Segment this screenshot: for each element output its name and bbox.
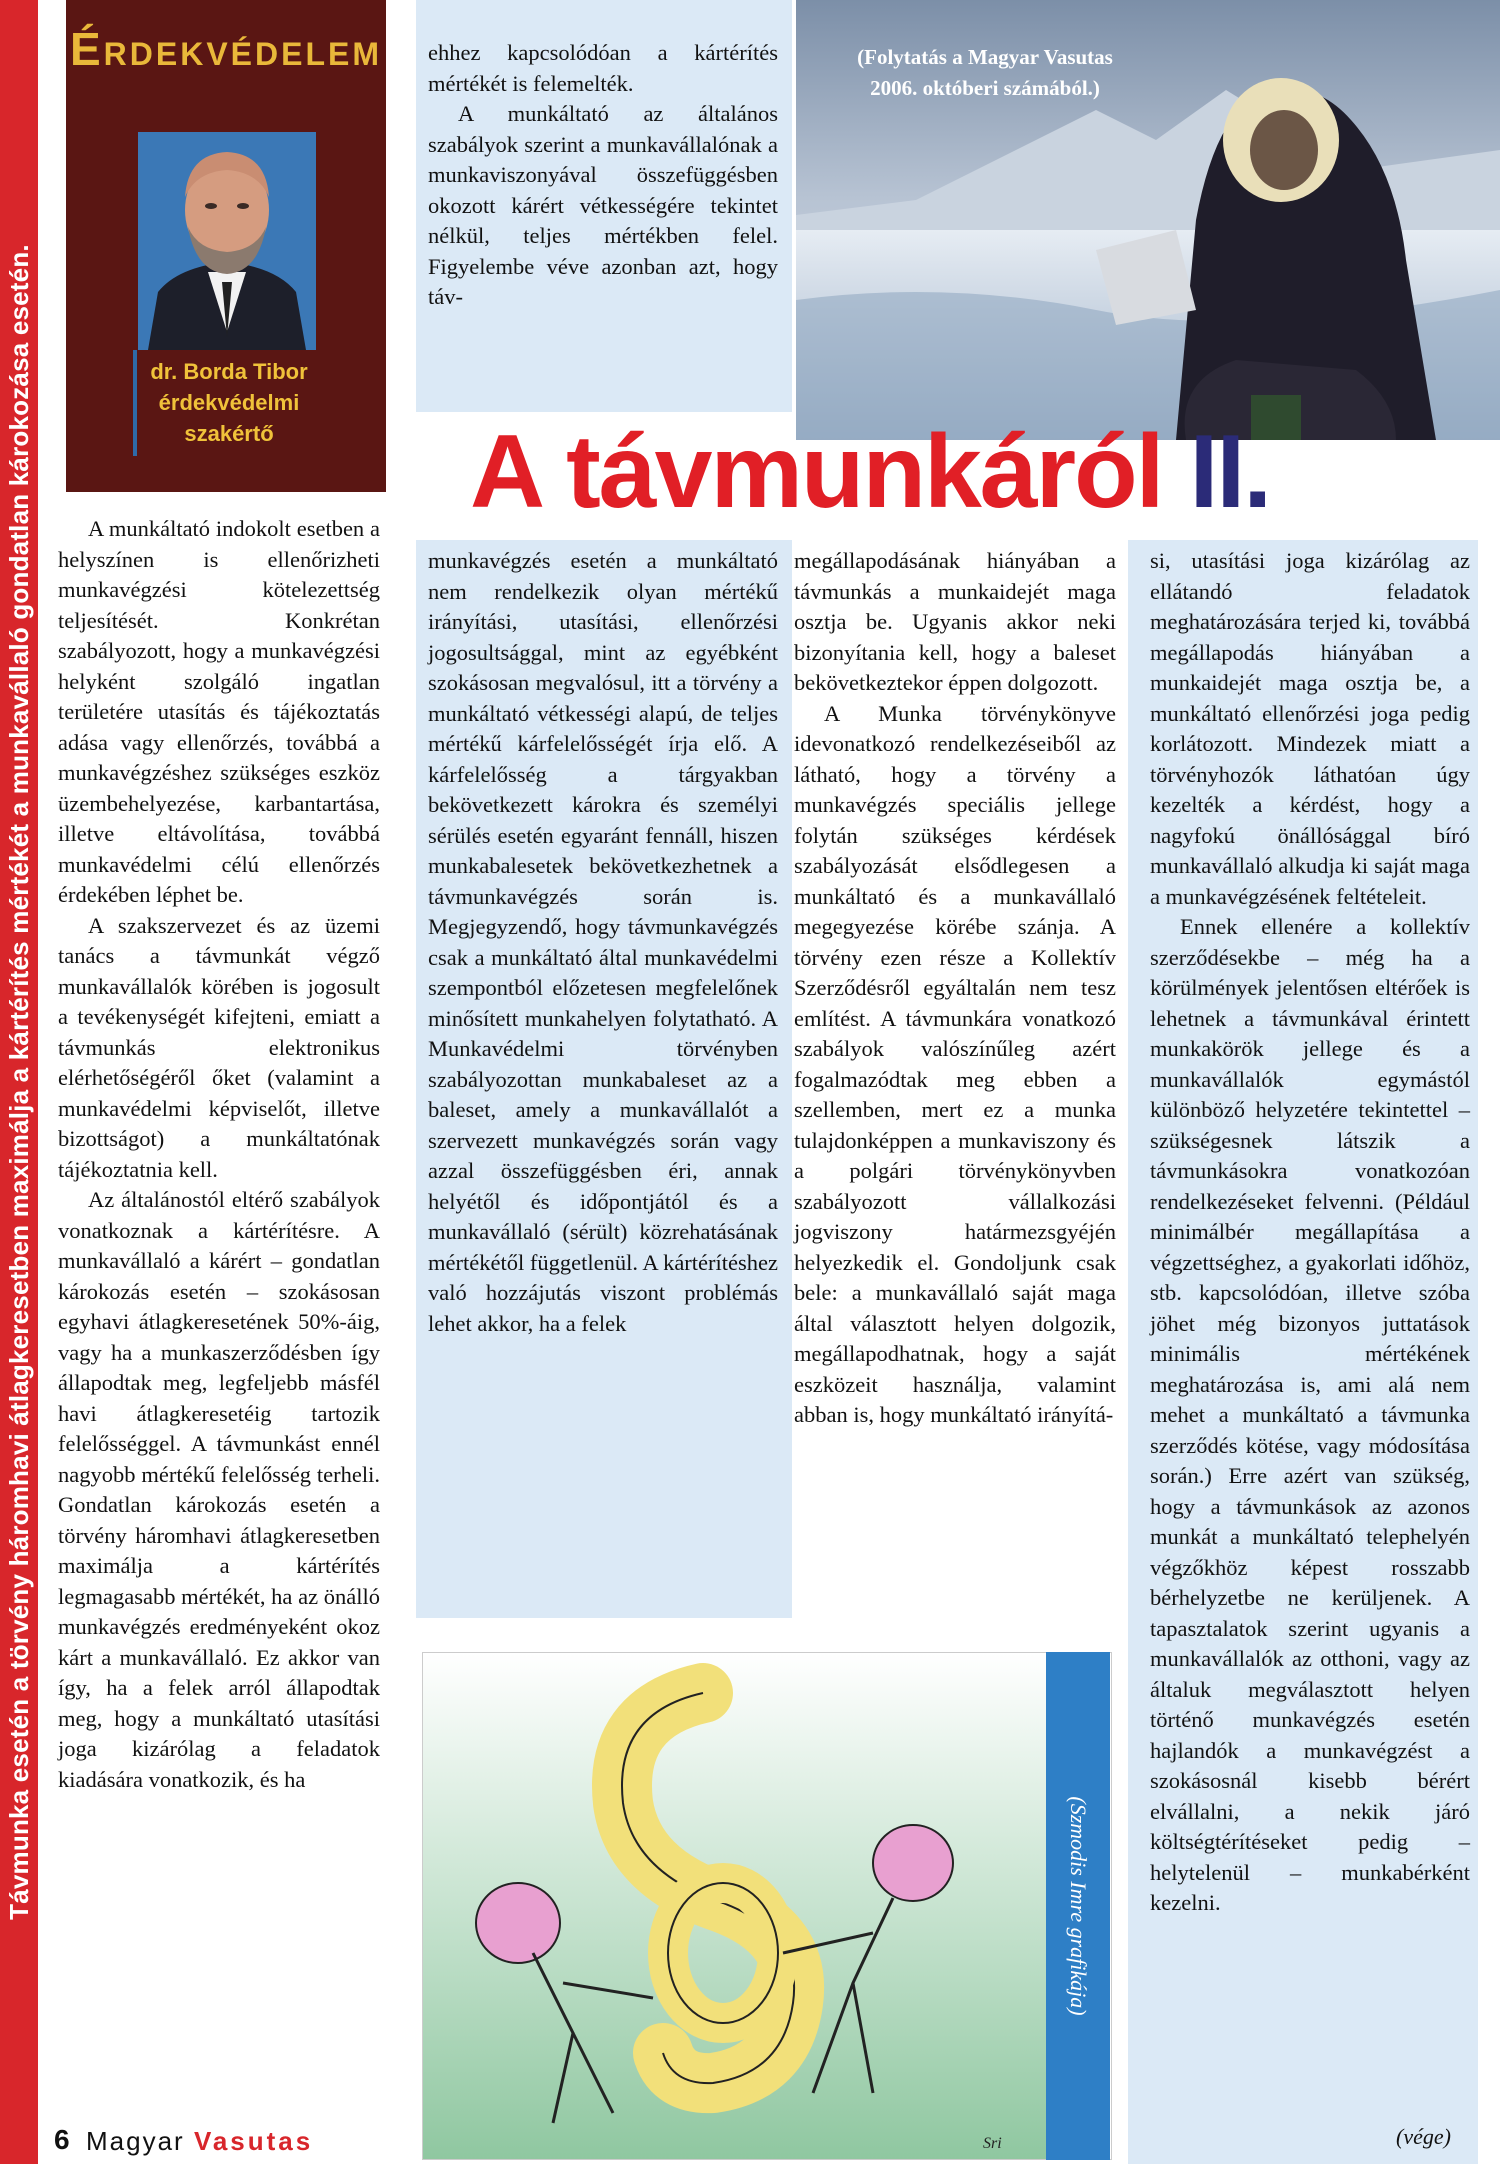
headline-numeral: II. <box>1189 414 1271 530</box>
article-paragraph: si, utasítási joga kizárólag az ellátandó feladatok meghatározására terjed ki, továbbá megállapodás hiányában a munkaidejét maga osztja be, a munkáltató ellenőrzési joga pedig korlátozott. Mindezek miatt a törvényhozók láthatóan úgy kezelték a kérdést, hogy a nagyfokú önállósággal bíró munkavállaló alkudja ki saját maga a munkavégzésének feltételeit. <box>1150 548 1470 909</box>
author-name: dr. Borda Tibor <box>150 359 308 384</box>
author-portrait-illustration <box>138 132 316 350</box>
article-paragraph: megállapodásának hiányában a távmunkás a munkaidejét maga osztja be. Ugyanis akkor neki bizonyítania kell, hogy a baleset bekövetkeztekor éppen dolgozott. <box>794 548 1116 695</box>
article-column-1 <box>58 514 380 1795</box>
author-role-line2: szakértő <box>184 421 274 446</box>
illustration-credit: (Szmodis Imre grafikája) <box>1066 1796 1091 2016</box>
article-paragraph: A munkáltató indokolt esetben a helyszínen is ellenőrizheti munkavégzési kötelezettség teljesítését. Konkrétan szabályozott, hogy a munkavégzési helyként szolgáló ingatlan területére utasítás és tájékoztatás adása vagy ellenőrzés, továbbá a munkavégzéshez szükséges eszköz üzembehelyezése, karbantartása, illetve eltávolítása, továbbá munkavédelmi célú ellenőrzés érdekében léphet be. <box>58 516 380 907</box>
article-paragraph: Az általánostól eltérő szabályok vonatkoznak a kártérítésre. A munkavállaló a kárért – gondatlan károkozás esetén – szokásosan egyhavi átlagkeresetének 50%-áig, vagy ha a munkaszerződésben így állapodtak meg, legfeljebb másfél havi átlagkeresetéig tartozik felelősséggel. A távmunkást ennél nagyobb mértékű felelősség terheli. Gondatlan károkozás esetén a törvény háromhavi átlagkeresetben maximálja a kártérítés legmagasabb mértékét, ha az önálló munkavégzés eredményeként okoz kárt a munkavállaló. Ez akkor van így, ha a felek arról állapodtak meg, hogy a munkáltató utasítási joga kizárólag a feladatok kiadására vonatkozik, és ha <box>58 1187 380 1792</box>
continuation-line: (Folytatás a Magyar Vasutas <box>857 45 1113 69</box>
magazine-name <box>86 2126 313 2157</box>
illustration-signature: Sri <box>983 2135 1002 2152</box>
magazine-name-part1: Magyar <box>86 2126 185 2156</box>
side-strip-text: Távmunka esetén a törvény háromhavi átlagkeresetben maximálja a kártérítés mértékét a munkavállaló gondatlan károkozása esetén. <box>4 244 34 1920</box>
cartoon-drawing <box>423 1653 1047 2160</box>
continuation-note <box>820 42 1150 104</box>
article-column-2 <box>428 546 778 1339</box>
article-paragraph: A munkáltató az általános szabályok szerint a munkavállalónak a munkaviszonyával összefüggésben okozott kárért vétkességére tekintet nélkül, teljes mértékben felel. Figyelembe véve azonban azt, hogy táv- <box>428 101 778 309</box>
headline-main: A távmunkáról <box>470 414 1163 530</box>
author-role-line1: érdekvédelmi <box>158 390 300 415</box>
continuation-line: 2006. októberi számából.) <box>870 76 1100 100</box>
article-column-2-top <box>428 38 778 313</box>
article-headline <box>470 412 1500 532</box>
article-column-4 <box>1150 546 1470 1919</box>
author-caption <box>137 356 321 449</box>
paragraph-sign-illustration <box>422 1652 1112 2160</box>
article-column-3 <box>794 546 1116 1431</box>
article-paragraph: ehhez kapcsolódóan a kártérítés mértékét is felemelték. <box>428 40 778 96</box>
article-paragraph: Ennek ellenére a kollektív szerződésekbe – még ha a körülmények jelentősen eltérőek is lehetnek a távmunkával érintett munkakörök jellege és a munkavállalók egymástól különböző helyzetére tekintettel – szükségesnek látszik a távmunkásokra vonatkozóan rendelkezéseket felvenni. (Például minimálbér megállapítása a végzettséghez, a gyakorlati időhöz, stb. kapcsolódóan, illetve szóba jöhet még bizonyos juttatások minimális mértékének meghatározása is, ami alá nem mehet a munkáltató a távmunka szerződés kötése, vagy módosítása során.) Erre azért van szükség, hogy a távmunkások az azonos munkát a munkáltató telephelyén végzőkhöz képest rosszabb bérhelyzetbe ne kerüljenek. A tapasztalatok szerint ugyanis a munkavállalók az otthoni, vagy az általuk megválasztott helyen történő munkavégzés esetén hajlandók a munkavégzést a szokásosnál kisebb bérért elvállalni, a nekik járó költségtérítéseket pedig – helytelenül – munkabérként kezelni. <box>1150 914 1470 1915</box>
article-paragraph: A szakszervezet és az üzemi tanács a távmunkát végző munkavállalók körében is jogosult a tevékenységét kifejteni, emiatt a távmunkás elektronikus elérhetőségéről őket (valamint a munkavédelmi képviselőt, illetve bizottságot) a munkáltatónak tájékoztatnia kell. <box>58 912 380 1182</box>
page-number: 6 <box>54 2124 70 2155</box>
section-title: Érdekvédelem <box>69 23 383 75</box>
article-end-mark: (vége) <box>1396 2124 1451 2149</box>
author-portrait <box>138 132 316 350</box>
article-paragraph: A Munka törvénykönyve idevonatkozó rendelkezéseiből az látható, hogy a törvény a munkavégzés speciális jellege folytán szükséges kérdések szabályozását elsődlegesen a munkáltató és a munkavállaló megegyezése körébe szánja. A törvény ezen része a Kollektív Szerződésről egyáltalán nem tesz említést. A távmunkára vonatkozó szabályok valószínűleg azért fogalmazódtak meg ebben a szellemben, mert ez a munka tulajdonképpen a munkaviszony és a polgári törvénykönyvben szabályozott vállalkozási jogviszony határmezsgyéjén helyezkedik el. Gondoljunk csak bele: a munkavállaló saját maga által választott helyen dolgozik, megállapodhatnak, hogy a saját eszközeit használja, valamint abban is, hogy munkáltató irányítá- <box>794 700 1116 1427</box>
article-paragraph: munkavégzés esetén a munkáltató nem rendelkezik olyan mértékű irányítási, utasítási, ellenőrzési jogosultsággal, mint az egyébként szokásosan megvalósul, itt a törvény a munkáltató vétkességi alapú, de teljes mértékű kárfelelősségét írja elő. A kárfelelősség a tárgyakban bekövetkezett károkra és személyi sérülés esetén egyaránt fennáll, hiszen munkabalesetek bekövetkezhetnek a távmunkavégzés során is. Megjegyzendő, hogy távmunkavégzés csak a munkáltató által munkavédelmi szempontból előzetesen megfelelőnek minősített munkahelyen folytatható. A Munkavédelmi törvényben szabályozottan munkabaleset az a baleset, amely a munkavállalót a szervezett munkavégzés során vagy azzal összefüggésben éri, annak helyétől és időpontjától és a munkavállaló (sérült) közrehatásának mértékétől függetlenül. A kártérítéshez való hozzájutás viszont problémás lehet akkor, ha a felek <box>428 548 778 1336</box>
magazine-name-part2: Vasutas <box>193 2126 314 2156</box>
